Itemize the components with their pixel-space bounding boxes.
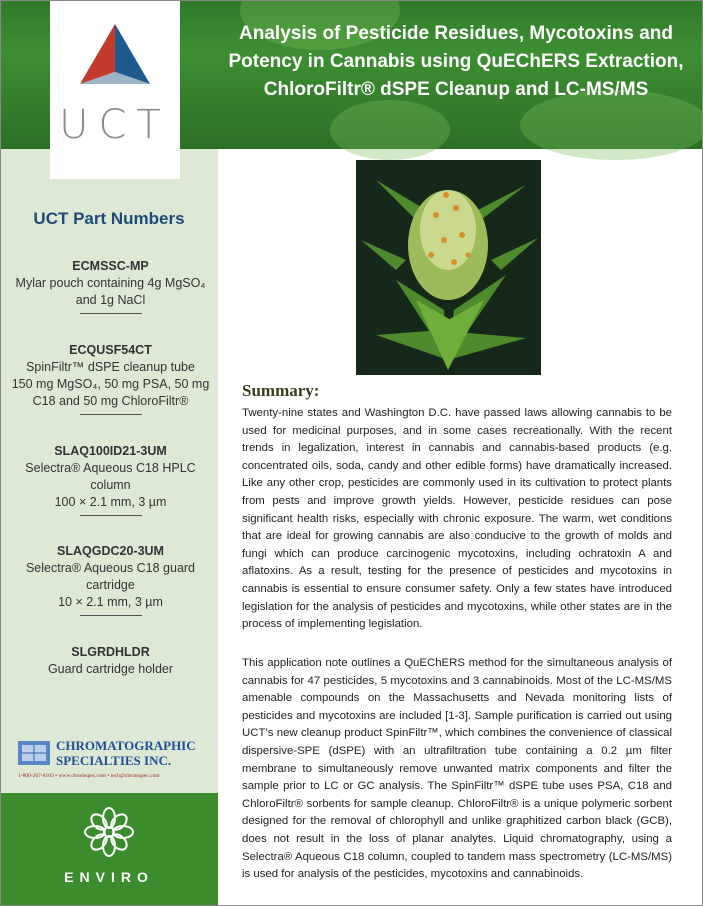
cannabis-plant-photo: [356, 160, 541, 375]
summary-paragraph: Twenty-nine states and Washington D.C. have passed laws allowing cannabis to be used for medicinal purposes, and in some cases recreationally. With the recent trends in legalization, interest in cannabis and cannabis-based products (e.g. concentrated oils, soda, candy and other edible forms) have dramatically increased. Like any other crop, pesticides are commonly used in its cultivation to protect plants from pests and improve growth yields. However, pesticide residues can pose significant health risks, especially with chronic exposure. The warm, wet conditions that are ideal for growing cannabis are also conducive to the growth of molds and fungi which can produce carcinogenic mycotoxins, including ochratoxin A and aflatoxins. As a result, testing for the presence of pesticides and mycotoxins in cannabis is essential to ensure consumer safety. Only a few states have introduced legislation for the analysis of pesticides and mycotoxins, while other states are in the process of implementing legislation.: [242, 407, 672, 631]
part-divider: [80, 414, 142, 415]
document-title: [212, 20, 700, 104]
chromatographic-specialties-logo: [16, 738, 206, 788]
summary-paragraph: This application note outlines a QuEChERS method for the simultaneous analysis of cannabis for 47 pesticides, 5 mycotoxins and 3 cannabinoids. Most of the LC-MS/MS amenable compounds on the Massachusetts and Nevada monitoring lists of pesticides and mycotoxins are included [1-3]. Sample purification is carried out using UCT’s new cleanup product SpinFiltr™, which combines the convenience of classical dispersive-SPE (dSPE) with an ultrafiltration tube containing a 0.2 µm filter membrane to simultaneously remove unwanted matrix components and filter the sample prior to LC or GC analysis. The SpinFiltr™ dSPE tube uses PSA, C18 and ChloroFiltr® sorbents for sample cleanup. ChloroFiltr® is a unique polymeric sorbent designed for the removal of chlorophyll and unlike graphitized carbon black (GCB), does not result in the loss of planar analytes. Liquid chromatography, using a Selectra® Aqueous C18 column, coupled to tandem mass spectrometry (LC-MS/MS) is used for analysis of the pesticides, mycotoxins and cannabinoids.: [242, 657, 672, 881]
distributor-name: [56, 738, 196, 768]
enviro-badge: [0, 793, 218, 906]
distributor-emblem-icon: [16, 738, 52, 768]
part-code: ECMSSC-MP: [72, 259, 149, 273]
part-item: [8, 443, 213, 516]
distributor-name-line: CHROMATOGRAPHIC: [56, 738, 196, 753]
part-description: Guard cartridge holder: [47, 662, 174, 676]
part-code: SLAQ100ID21-3UM: [54, 444, 167, 458]
part-divider: [80, 313, 142, 314]
part-item: [8, 644, 213, 678]
title-line: Potency in Cannabis using QuEChERS Extraction,: [228, 51, 684, 72]
flower-icon: [84, 807, 134, 857]
part-code: ECQUSF54CT: [69, 343, 152, 357]
part-code: SLGRDHLDR: [71, 645, 150, 659]
part-description: column: [90, 478, 131, 492]
part-description: SpinFiltr™ dSPE cleanup tube: [26, 360, 195, 374]
part-description: and 1g NaCl: [75, 293, 146, 307]
uct-triangle-icon: [50, 0, 180, 100]
part-item: [8, 543, 213, 616]
part-description: Mylar pouch containing 4g MgSO₄: [15, 276, 206, 290]
part-description: 150 mg MgSO₄, 50 mg PSA, 50 mg: [11, 377, 210, 391]
part-numbers-heading: UCT Part Numbers: [33, 209, 185, 228]
cannabis-illustration: [356, 160, 541, 375]
title-line: ChloroFiltr® dSPE Cleanup and LC-MS/MS: [263, 79, 649, 100]
part-code: SLAQGDC20-3UM: [57, 544, 164, 558]
distributor-contact: 1-800-267-8103 • www.chromspec.com • tech@chromspec.com: [18, 773, 160, 779]
part-description: Selectra® Aqueous C18 guard: [25, 561, 196, 575]
part-divider: [80, 515, 142, 516]
uct-logo: [50, 0, 180, 179]
part-description: 10 × 2.1 mm, 3 µm: [58, 595, 163, 609]
part-divider: [80, 615, 142, 616]
part-description: cartridge: [86, 578, 135, 592]
part-item: [8, 342, 213, 415]
part-description: C18 and 50 mg ChloroFiltr®: [32, 394, 189, 408]
title-line: Analysis of Pesticide Residues, Mycotoxins and: [239, 23, 673, 44]
part-description: Selectra® Aqueous C18 HPLC: [25, 461, 196, 475]
summary-heading: Summary:: [242, 381, 320, 400]
part-item: [8, 258, 213, 314]
part-description: 100 × 2.1 mm, 3 µm: [54, 495, 167, 509]
uct-logo-text: UCT: [59, 102, 171, 148]
banner-leaf-decoration: [330, 100, 450, 160]
distributor-name-line: SPECIALTIES INC.: [56, 753, 172, 768]
enviro-label: ENVIRO: [64, 869, 154, 885]
